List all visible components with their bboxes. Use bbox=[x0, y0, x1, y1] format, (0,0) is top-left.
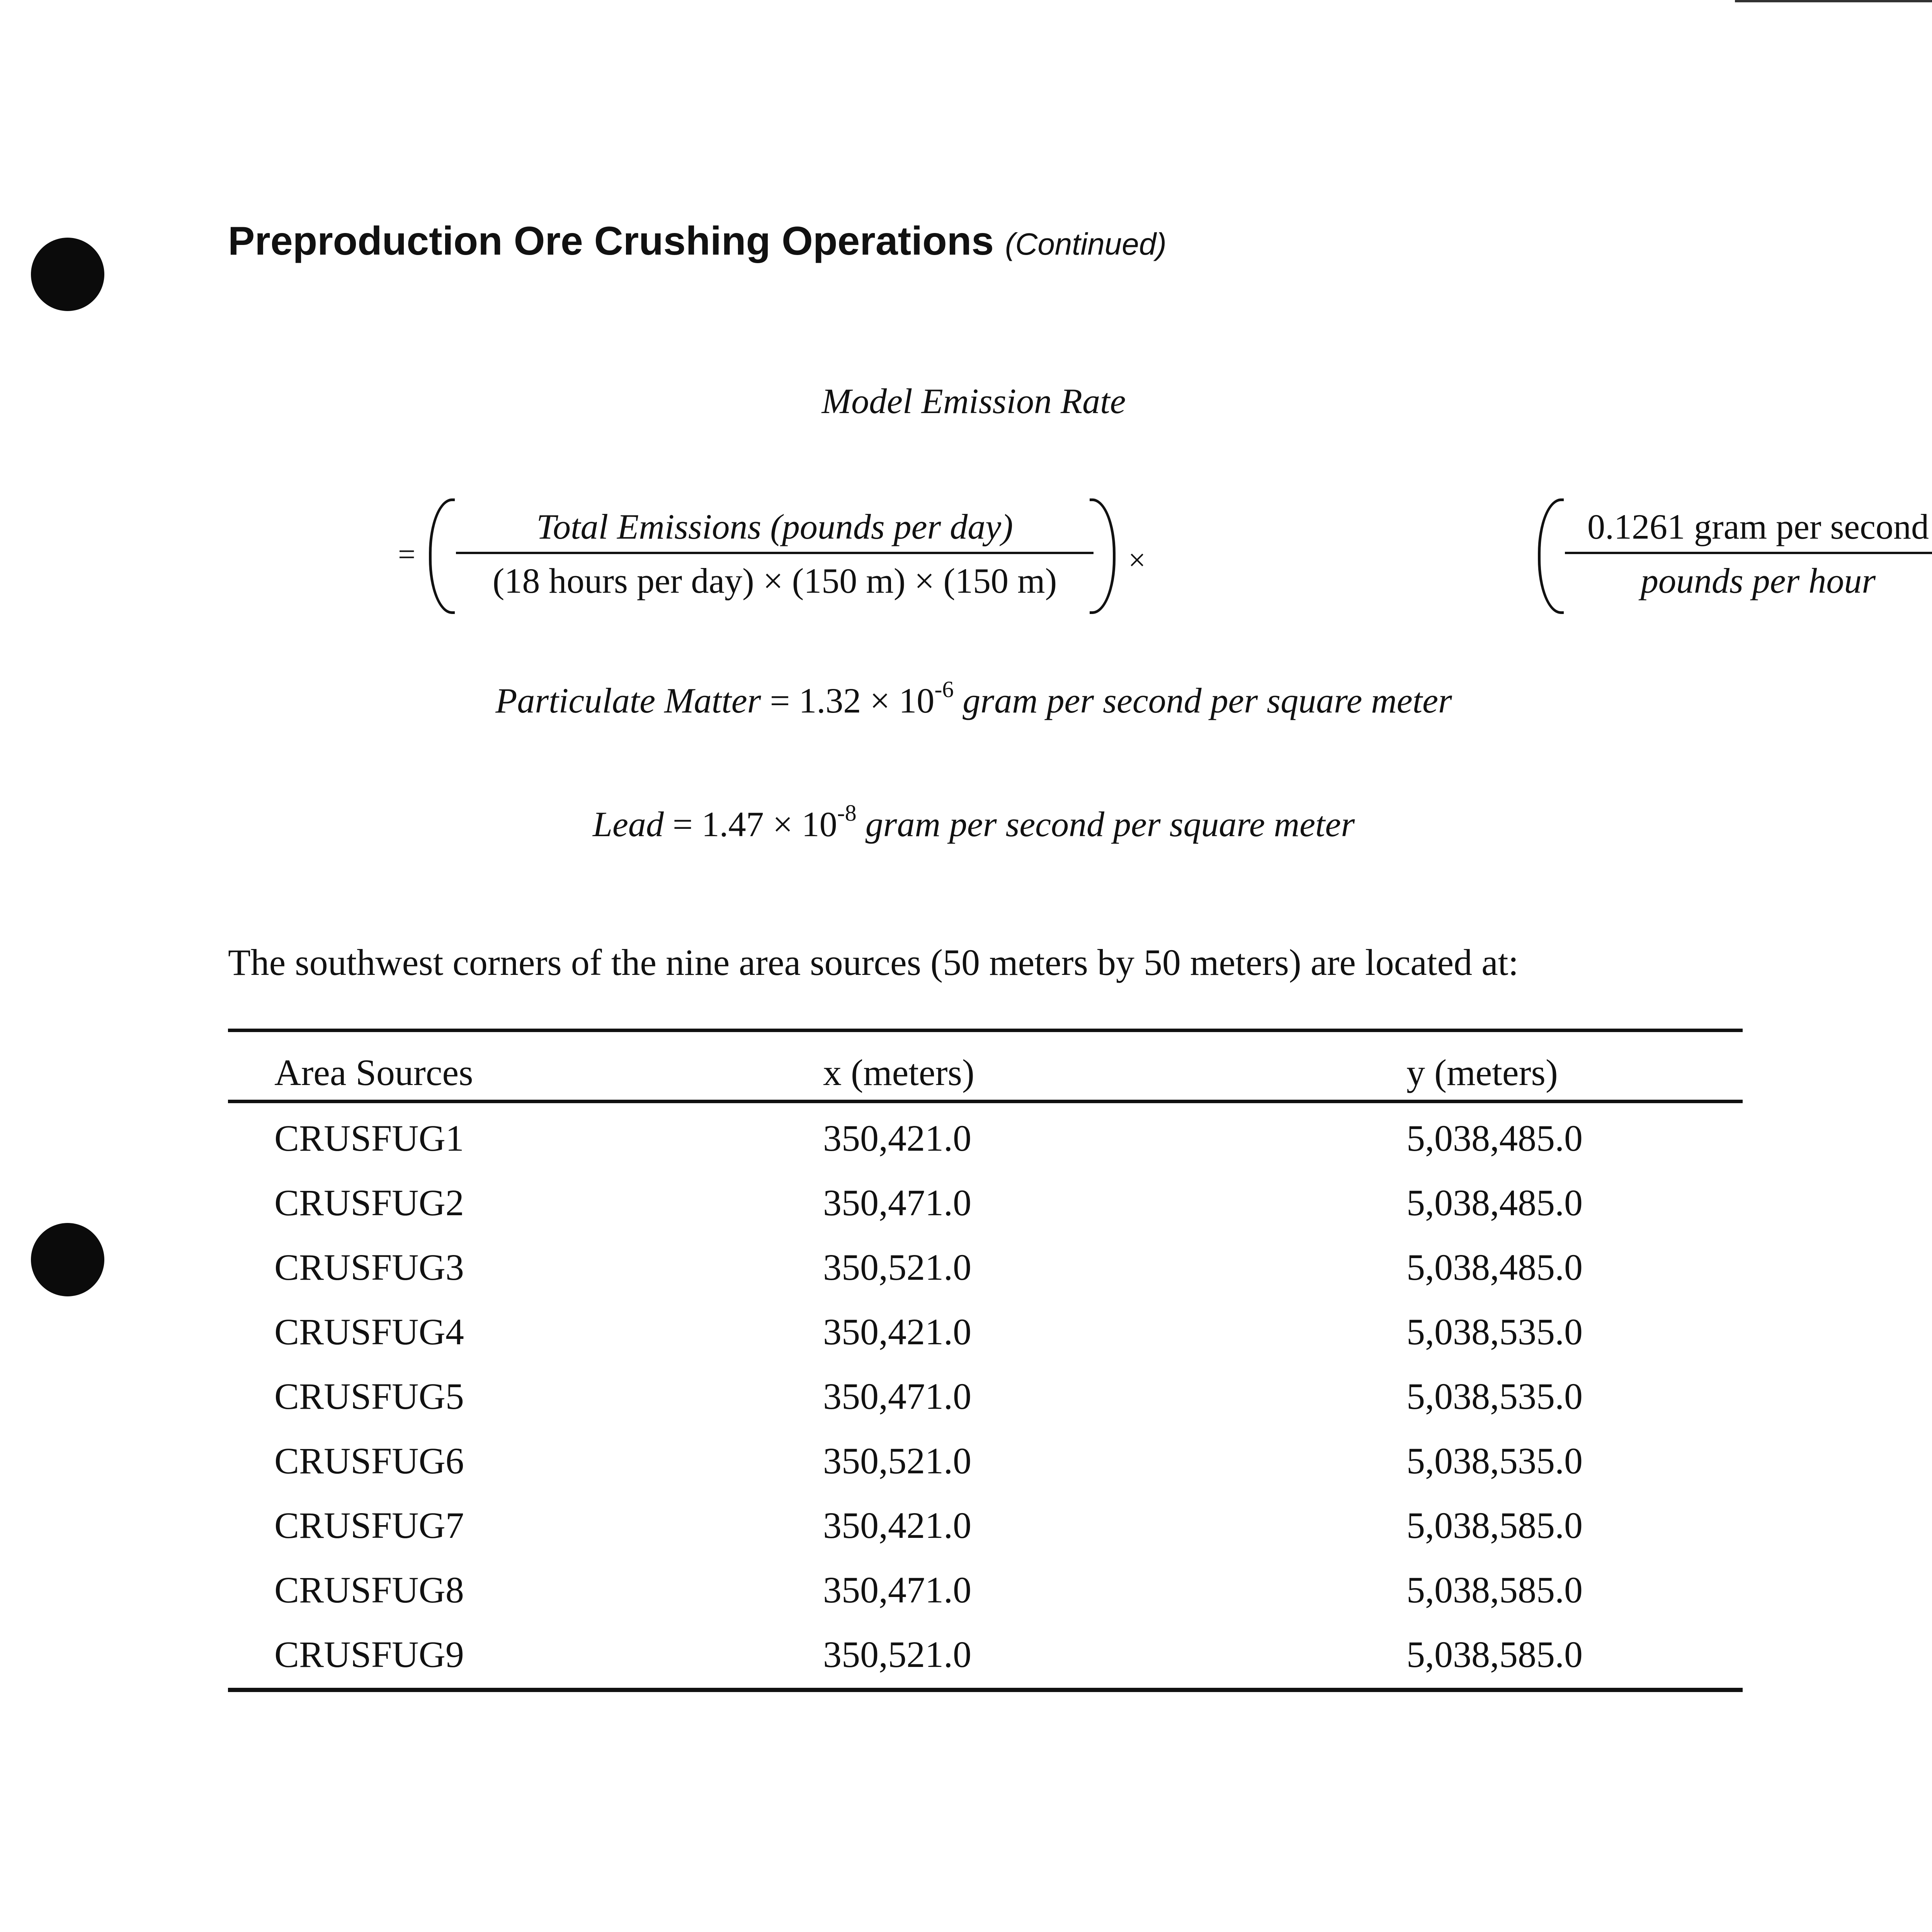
x-coordinate: 350,421.0 bbox=[823, 1311, 971, 1352]
area-source-name: CRUSFUG9 bbox=[274, 1634, 464, 1675]
y-coordinate: 5,038,535.0 bbox=[1406, 1376, 1583, 1417]
area-source-name: CRUSFUG5 bbox=[274, 1376, 464, 1417]
left-paren bbox=[1538, 498, 1564, 614]
formula-caption: Model Emission Rate bbox=[821, 381, 1126, 421]
particulate-matter-result bbox=[0, 677, 1932, 721]
area-source-name: CRUSFUG2 bbox=[274, 1182, 464, 1223]
emission-rate-formula bbox=[398, 498, 1929, 622]
result-unit: gram per second per square meter bbox=[963, 681, 1452, 720]
fraction-denominator: pounds per hour bbox=[1640, 561, 1876, 600]
x-coordinate: 350,421.0 bbox=[823, 1117, 971, 1159]
fraction-emissions-area bbox=[456, 498, 1094, 609]
right-paren bbox=[1090, 498, 1116, 614]
result-equals: = bbox=[672, 804, 693, 844]
intro-paragraph: The southwest corners of the nine area sources (50 meters by 50 meters) are located at: bbox=[228, 942, 1519, 983]
lead-result bbox=[0, 800, 1932, 845]
column-header-area-sources: Area Sources bbox=[274, 1052, 473, 1093]
result-coefficient: 1.47 × 10 bbox=[701, 804, 837, 844]
y-coordinate: 5,038,485.0 bbox=[1406, 1117, 1583, 1159]
punch-hole bbox=[31, 1223, 104, 1296]
area-source-name: CRUSFUG6 bbox=[274, 1440, 464, 1481]
y-coordinate: 5,038,535.0 bbox=[1406, 1440, 1583, 1481]
y-coordinate: 5,038,535.0 bbox=[1406, 1311, 1583, 1352]
fraction-bar bbox=[456, 552, 1094, 554]
result-label: Particulate Matter bbox=[495, 681, 761, 720]
section-title-text: Preproduction Ore Crushing Operations bbox=[228, 219, 994, 264]
table-bottom-rule bbox=[228, 1688, 1743, 1692]
y-coordinate: 5,038,485.0 bbox=[1406, 1247, 1583, 1288]
x-coordinate: 350,521.0 bbox=[823, 1440, 971, 1481]
x-coordinate: 350,471.0 bbox=[823, 1376, 971, 1417]
area-source-name: CRUSFUG3 bbox=[274, 1247, 464, 1288]
fraction-numerator: 0.1261 gram per second bbox=[1587, 507, 1929, 546]
area-source-name: CRUSFUG8 bbox=[274, 1569, 464, 1611]
result-label: Lead bbox=[592, 804, 664, 844]
x-coordinate: 350,471.0 bbox=[823, 1182, 971, 1223]
y-coordinate: 5,038,585.0 bbox=[1406, 1569, 1583, 1611]
x-coordinate: 350,521.0 bbox=[823, 1247, 971, 1288]
area-source-name: CRUSFUG7 bbox=[274, 1505, 464, 1546]
left-paren bbox=[429, 498, 455, 614]
y-coordinate: 5,038,485.0 bbox=[1406, 1182, 1583, 1223]
y-coordinate: 5,038,585.0 bbox=[1406, 1634, 1583, 1675]
area-source-name: CRUSFUG1 bbox=[274, 1117, 464, 1159]
table-top-rule bbox=[228, 1029, 1743, 1032]
continued-label: (Continued) bbox=[1005, 227, 1167, 261]
result-unit: gram per second per square meter bbox=[865, 804, 1355, 844]
punch-hole bbox=[31, 238, 104, 311]
section-title bbox=[228, 218, 1167, 264]
top-edge-rule bbox=[1735, 0, 1932, 2]
x-coordinate: 350,421.0 bbox=[823, 1505, 971, 1546]
area-source-name: CRUSFUG4 bbox=[274, 1311, 464, 1352]
fraction-denominator: (18 hours per day) × (150 m) × (150 m) bbox=[492, 561, 1057, 600]
result-coefficient: 1.32 × 10 bbox=[799, 681, 935, 720]
y-coordinate: 5,038,585.0 bbox=[1406, 1505, 1583, 1546]
fraction-numerator: Total Emissions (pounds per day) bbox=[536, 507, 1013, 546]
result-exponent: -6 bbox=[934, 677, 954, 702]
fraction-bar bbox=[1565, 552, 1932, 554]
column-header-x: x (meters) bbox=[823, 1052, 975, 1093]
x-coordinate: 350,521.0 bbox=[823, 1634, 971, 1675]
formula-equals: = bbox=[398, 537, 416, 571]
multiply-sign: × bbox=[1128, 543, 1146, 577]
x-coordinate: 350,471.0 bbox=[823, 1569, 971, 1611]
result-equals: = bbox=[770, 681, 790, 720]
table-header-rule bbox=[228, 1100, 1743, 1103]
column-header-y: y (meters) bbox=[1406, 1052, 1558, 1093]
result-exponent: -8 bbox=[837, 800, 857, 826]
fraction-unit-conversion bbox=[1565, 498, 1932, 609]
